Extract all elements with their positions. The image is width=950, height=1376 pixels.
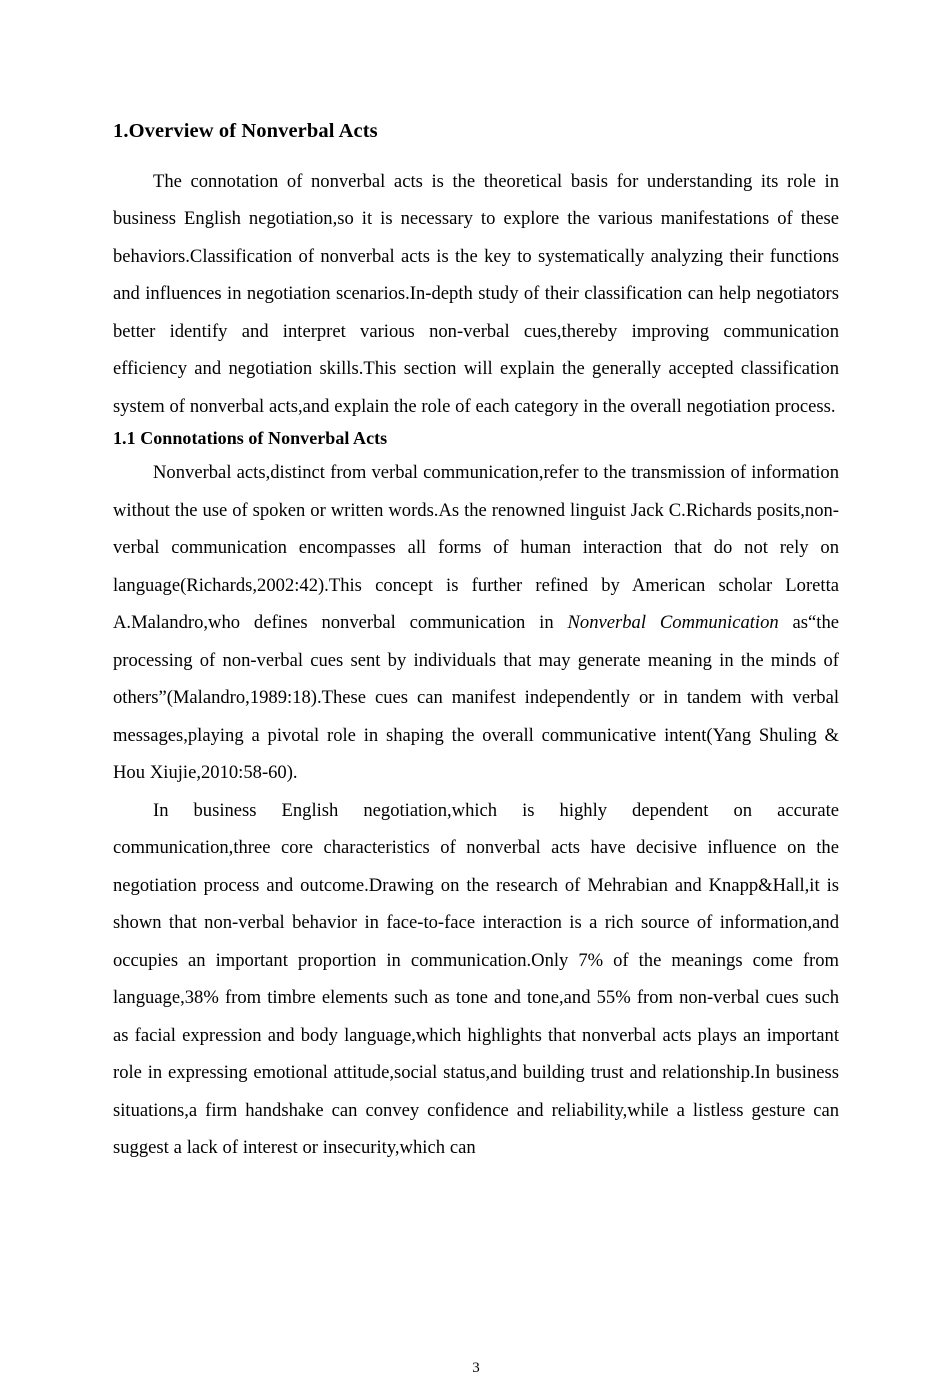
- paragraph-overview: The connotation of nonverbal acts is the theoretical basis for understanding its role in business English negotiation,so it is necessary to explore the various manifestations of these behaviors.Classification of nonverbal acts is the key to systematically analyzing their functions and influences in negotiation scenarios.In-depth study of their classification can help negotiators better identify and interpret various non-verbal cues,thereby improving communication efficiency and negotiation skills.This section will explain the generally accepted classification system of nonverbal acts,and explain the role of each category in the overall negotiation process.: [113, 170, 839, 417]
- section-heading: 1.Overview of Nonverbal Acts: [113, 120, 378, 142]
- subsection-heading: 1.1 Connotations of Nonverbal Acts: [113, 428, 388, 449]
- paragraph-connotations-text-after: as“the processing of non-verbal cues sent by individuals that may generate meaning in the minds of others”(Malandro,1989:18).These cues can manifest independently or in tandem with verbal messages,playing a pivotal role in shaping the overall communicative intent(Yang Shuling & Hou Xiujie,2010:58-60).: [113, 612, 839, 784]
- page-content: [113, 118, 839, 1376]
- paragraph-characteristics: In business English negotiation,which is highly dependent on accurate communication,three core characteristics of nonverbal acts have decisive influence on the negotiation process and outcome.Drawing on the research of Mehrabian and Knapp&Hall,it is shown that non-verbal behavior in face-to-face interaction is a rich source of information,and occupies an important proportion in communication.Only 7% of the meanings come from language,38% from timbre elements such as tone and tone,and 55% from non-verbal cues such as facial expression and body language,which highlights that nonverbal acts plays an important role in expressing emotional attitude,social status,and building trust and relationship.In business situations,a firm handshake can convey confidence and reliability,while a listless gesture can suggest a lack of interest or insecurity,which can: [113, 799, 839, 1159]
- book-title-italic: Nonverbal Communication: [567, 612, 779, 634]
- paragraph-connotations-text-before: Nonverbal acts,distinct from verbal communication,refer to the transmission of information without the use of spoken or written words.As the renowned linguist Jack C.Richards posits,non-verbal communication encompasses all forms of human interaction that do not rely on language(Richards,2002:42).This concept is further refined by American scholar Loretta A.Malandro,who defines nonverbal communication in: [113, 462, 839, 634]
- page-number: 3: [472, 1360, 480, 1376]
- paragraph-connotations: [113, 454, 839, 792]
